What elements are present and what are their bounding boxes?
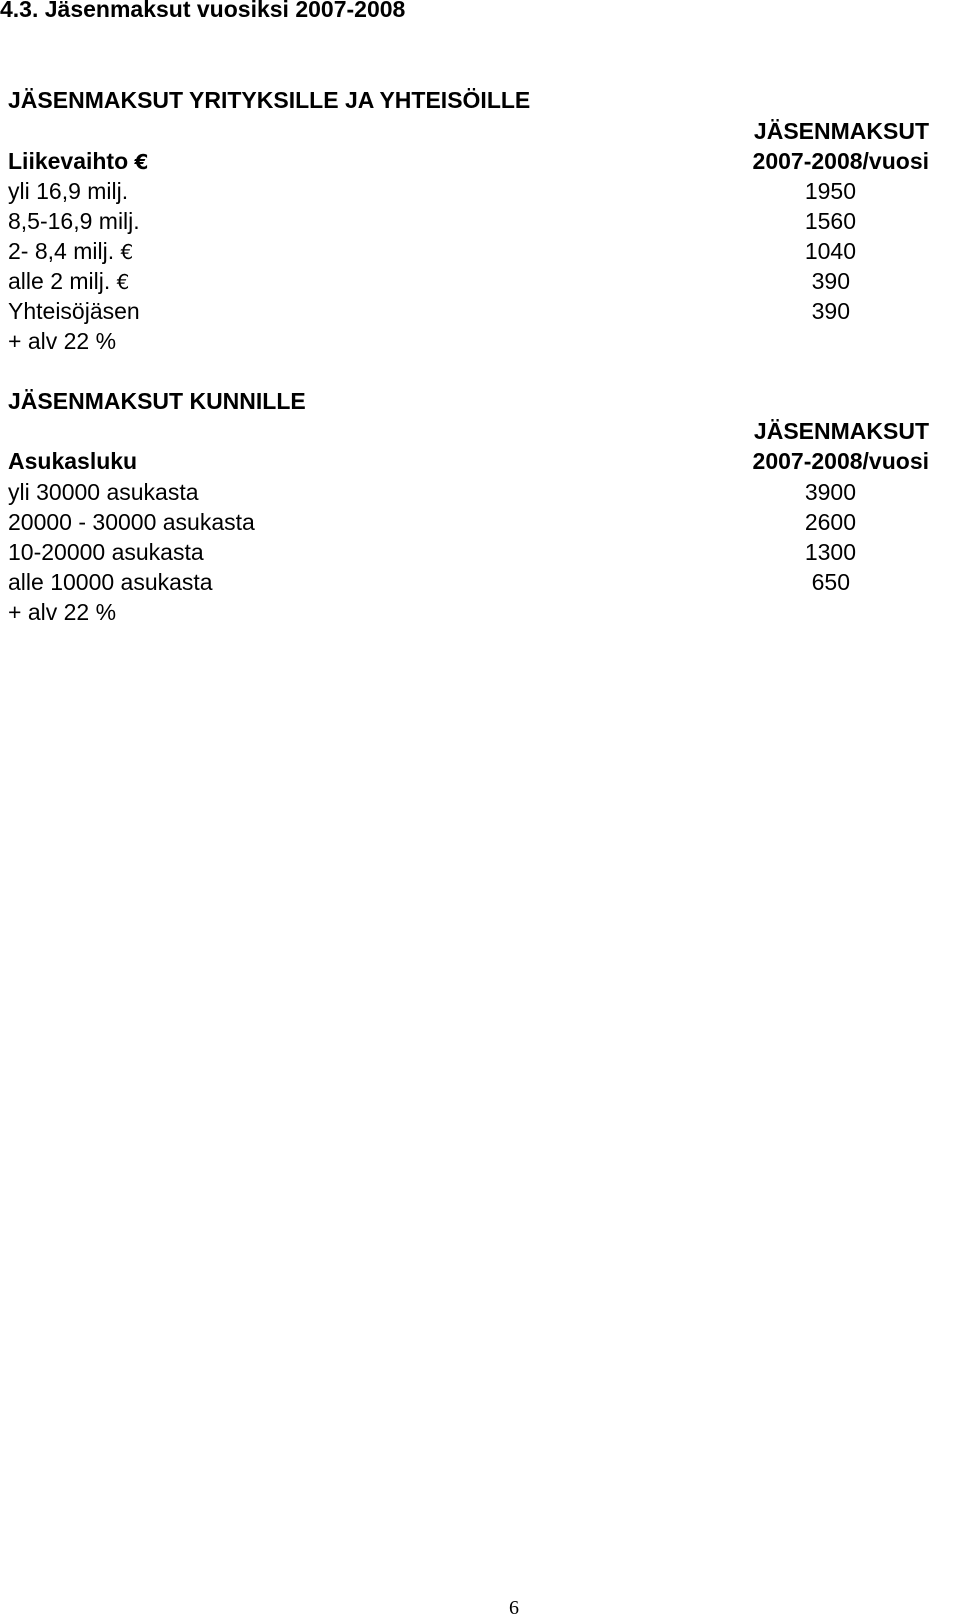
euro-icon: € <box>134 150 149 174</box>
table-row <box>8 266 960 296</box>
companies-section-title: JÄSENMAKSUT YRITYKSILLE JA YHTEISÖILLE <box>8 87 531 113</box>
row-value: 650 <box>811 569 850 595</box>
euro-icon: € <box>120 240 134 264</box>
row-value: 1950 <box>804 178 856 204</box>
row-label: alle 2 milj. <box>8 268 117 294</box>
document-heading: 4.3. Jäsenmaksut vuosiksi 2007-2008 <box>0 0 406 22</box>
row-value: 1560 <box>804 208 856 234</box>
row-label: 10-20000 asukasta <box>8 539 204 565</box>
companies-header-left <box>8 146 148 177</box>
row-label-group <box>8 266 129 297</box>
euro-icon: € <box>116 270 130 294</box>
table-row <box>8 477 960 507</box>
table-row <box>8 537 960 567</box>
row-label: alle 10000 asukasta <box>8 569 213 595</box>
table-row <box>8 176 960 206</box>
row-label: 8,5-16,9 milj. <box>8 208 140 234</box>
municipalities-fee-header-line1: JÄSENMAKSUT <box>753 418 929 444</box>
vat-note <box>8 326 960 356</box>
row-label: 20000 - 30000 asukasta <box>8 509 255 535</box>
row-label: 2- 8,4 milj. <box>8 238 121 264</box>
row-value: 390 <box>811 298 850 324</box>
municipalities-fee-header-line2: 2007-2008/vuosi <box>752 448 929 474</box>
row-value: 390 <box>811 268 850 294</box>
vat-note-text: + alv 22 % <box>8 328 117 354</box>
municipalities-section-title: JÄSENMAKSUT KUNNILLE <box>8 388 306 414</box>
companies-fee-header-line1: JÄSENMAKSUT <box>753 118 929 144</box>
row-label: Yhteisöjäsen <box>8 298 140 324</box>
population-label: Asukasluku <box>8 448 138 474</box>
vat-note <box>8 597 960 627</box>
row-label: yli 16,9 milj. <box>8 178 129 204</box>
companies-fee-header-line2: 2007-2008/vuosi <box>752 148 929 174</box>
row-value: 1040 <box>804 238 856 264</box>
page-number: 6 <box>509 1597 519 1619</box>
table-row <box>8 567 960 597</box>
row-value: 1300 <box>804 539 856 565</box>
row-value: 3900 <box>804 479 856 505</box>
table-row <box>8 296 960 326</box>
vat-note-text: + alv 22 % <box>8 599 117 625</box>
row-label: yli 30000 asukasta <box>8 479 199 505</box>
row-value: 2600 <box>804 509 856 535</box>
turnover-label: Liikevaihto <box>8 148 129 174</box>
table-row <box>8 507 960 537</box>
row-label-group <box>8 236 133 267</box>
table-row <box>8 206 960 236</box>
table-row <box>8 236 960 266</box>
